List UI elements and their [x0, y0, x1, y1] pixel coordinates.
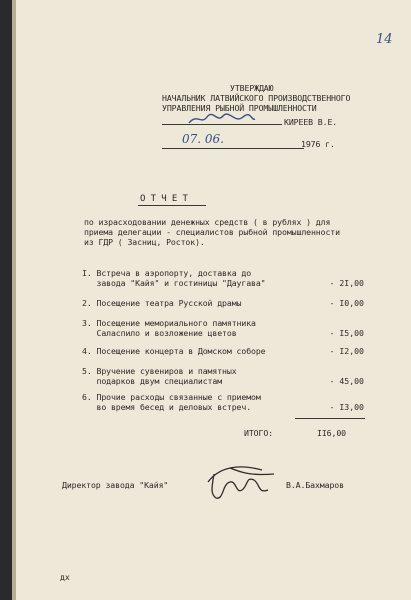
report-title: О Т Ч Е Т: [140, 194, 188, 204]
item-2-amount: - I0,00: [329, 298, 364, 308]
page-edge: [12, 0, 16, 600]
total-label: ИТОГО:: [244, 428, 273, 438]
approval-heading: УТВЕРЖДАЮ: [230, 83, 274, 93]
item-3-line-2: Саласпило и возложение цветов: [82, 328, 237, 338]
total-separator: [295, 418, 365, 419]
item-6-amount: - I3,00: [329, 402, 364, 412]
intro-line-3: из ГДР ( Засниц, Росток).: [84, 237, 205, 247]
approver-name: КИРЕЕВ В.Е.: [284, 117, 338, 127]
title-underline: [138, 205, 206, 206]
item-1-line-1: I. Встреча в аэропорту, доставка до: [82, 268, 252, 278]
director-signature: [200, 460, 280, 504]
item-4-line-1: 4. Посещение концерта в Домском соборе: [82, 346, 266, 356]
director-name: В.А.Бахмаров: [286, 480, 344, 490]
date-underline: [162, 148, 304, 149]
intro-line-1: по израсходовании денежных средств ( в рублях ) для: [84, 217, 331, 227]
item-1-line-2: завода "Кайя" и гостиницы "Даугава": [82, 278, 266, 288]
approval-title-line1: НАЧАЛЬНИК ЛАТВИЙСКОГО ПРОИЗВОДСТВЕННОГО: [162, 93, 351, 103]
item-3-amount: - I5,00: [329, 328, 364, 338]
item-3-line-1: 3. Посещение мемориального памятника: [82, 318, 256, 328]
document-page: [12, 0, 411, 600]
item-2-line-1: 2. Посещение театра Русской драмы: [82, 298, 242, 308]
intro-line-2: приема делегации - специалистов рыбной промышленности: [84, 227, 340, 237]
item-6-line-1: 6. Прочие расходы связанные с приемом: [82, 392, 261, 402]
item-4-amount: - I2,00: [329, 346, 364, 356]
item-1-amount: - 2I,00: [329, 278, 364, 288]
approval-year: 1976 г.: [301, 139, 335, 149]
approval-title-line2: УПРАВЛЕНИЯ РЫБНОЙ ПРОМЫШЛЕННОСТИ: [162, 103, 317, 113]
item-5-line-1: 5. Вручение сувениров и памятных: [82, 366, 237, 376]
page-number: 14: [376, 32, 393, 47]
director-label: Директор завода "Кайя": [62, 480, 169, 490]
item-5-amount: - 45,00: [329, 376, 364, 386]
total-value: II6,00: [317, 428, 346, 438]
item-6-line-2: во время бесед и деловых встреч.: [82, 402, 252, 412]
approval-date: 07. 06.: [182, 132, 224, 146]
item-5-line-2: подарков двум специалистам: [82, 376, 223, 386]
footer-mark: дх: [60, 572, 70, 582]
approver-signature: [187, 111, 257, 130]
